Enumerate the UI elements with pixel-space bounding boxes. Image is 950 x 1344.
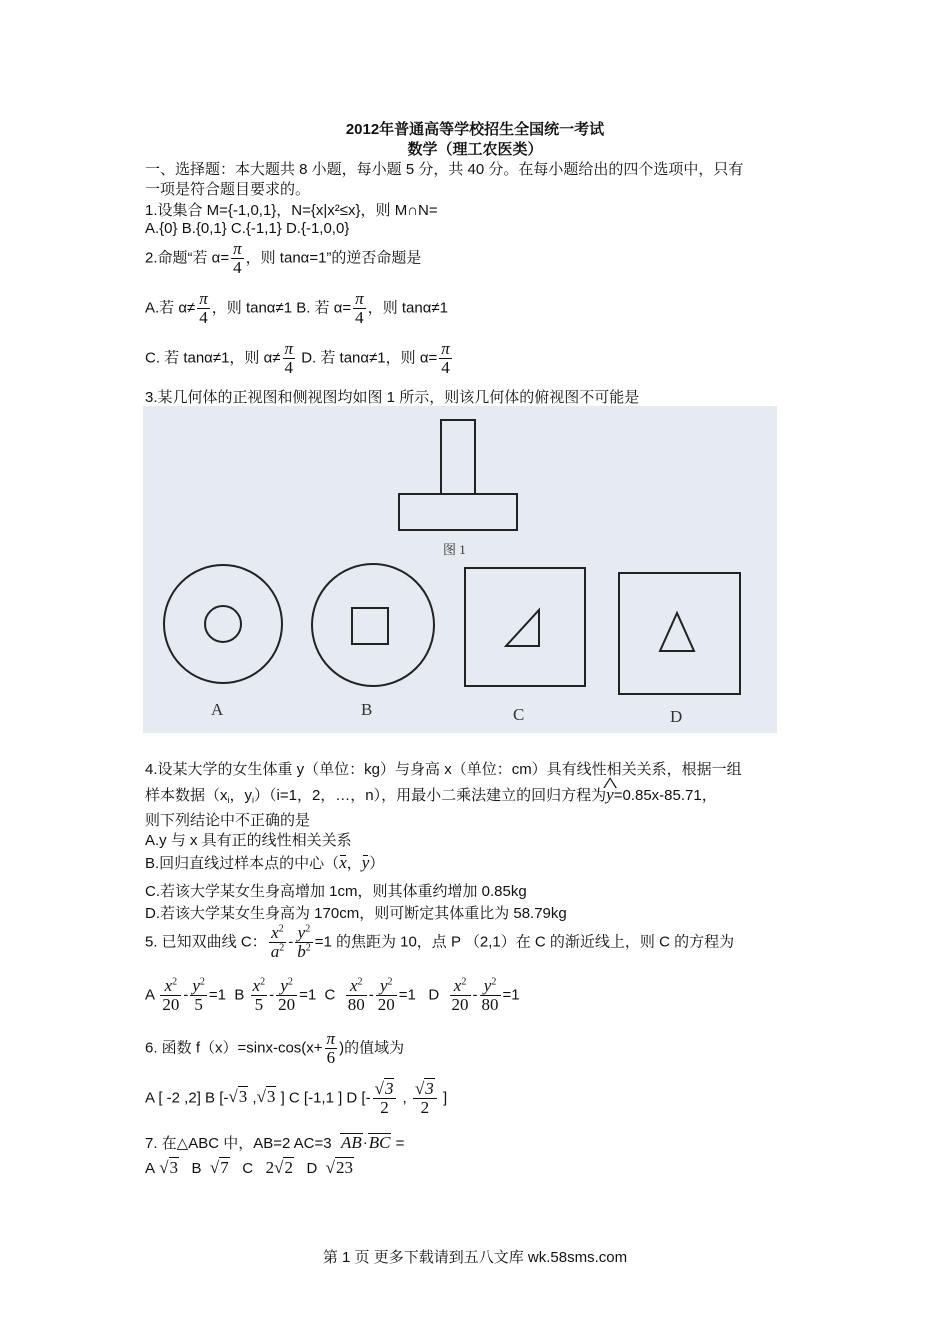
- q1-options: A.{0} B.{0,1} C.{-1,1} D.{-1,0,0}: [145, 220, 350, 237]
- q5-options: A $\frac{x^2}{20}$ - $\frac{y^2}{5}$ =1 B $\frac{x^2}{5}$ - $\frac{y^2}{20}$ =1 C $\frac{x^2}{80}$ - $\frac{y^2}{20}$ =1 D $\frac{x^2}{20}$ - $\frac{y^2}{80}$ =1: [145, 976, 520, 1014]
- q3-stem: 3.某几何体的正视图和侧视图均如图 1 所示，则该几何体的俯视图不可能是: [145, 389, 640, 406]
- option-d-label: D: [670, 707, 683, 726]
- option-a-inner-circle: [205, 606, 241, 642]
- section-instructions-line1: 一、选择题：本大题共 8 小题，每小题 5 分，共 40 分。在每小题给出的四个选项中，只有: [145, 161, 744, 178]
- front-view-lower-block: [399, 494, 517, 530]
- section-instructions-line2: 一项是符合题目要求的。: [145, 181, 311, 198]
- fraction-pi-over-4: $\frac{\pi}{4}$: [233, 239, 242, 277]
- q3-figure: [143, 406, 777, 733]
- q4-line2: 样本数据（$x_i$，$y_i)(i=1$，2，…，n），用最小二乘法建立的回归方程为^ y=0.85x-85.71，: [145, 784, 717, 805]
- option-c-outer-square: [465, 568, 585, 686]
- page-title: 2012年普通高等学校招生全国统一考试: [345, 121, 605, 138]
- page-footer: 第 1 页 更多下载请到五八文库 wk.58sms.com: [322, 1249, 628, 1266]
- option-b-label: B: [361, 700, 373, 719]
- q4-line1: 4.设某大学的女生体重 y（单位：kg）与身高 x（单位：cm）具有线性相关关系，根据一组: [145, 761, 742, 778]
- option-b-outer-circle: [312, 564, 434, 686]
- q7-options: A √3 B √7 C 2√2 D √23: [145, 1158, 354, 1177]
- q5-stem: 5. 已知双曲线 C： $\frac{x^2}{a^2}$ - $\frac{y^2}{b^2}$ =1 的焦距为 10，点 P （2,1）在 C 的渐近线上，则 C 的方程为: [145, 923, 735, 961]
- q4-option-c: C.若该大学某女生身高增加 1cm，则其体重约增加 0.85kg: [145, 883, 527, 900]
- figure-caption: 图 1: [443, 542, 466, 557]
- option-d-outer-square: [619, 573, 740, 694]
- y-hat-symbol: ^ y: [606, 785, 614, 805]
- option-b-inner-square: [352, 608, 388, 644]
- q4-option-d: D.若该大学某女生身高为 170cm，则可断定其体重比为 58.79kg: [145, 905, 567, 922]
- q7-stem: 7. 在△ABC 中，AB=2 AC=3 AB·BC =: [145, 1133, 405, 1152]
- option-c-right-triangle: [506, 610, 539, 646]
- q2-options-cd: C. 若 tanα≠1，则 α≠ $\frac{\pi}{4}$ D. 若 tanα≠1，则 α= $\frac{\pi}{4}$: [145, 339, 450, 377]
- option-a-outer-circle: [164, 565, 282, 683]
- page-subtitle: 数学（理工农医类）: [407, 141, 543, 158]
- option-d-triangle: [660, 613, 694, 651]
- q4-option-a: A.y 与 x 具有正的线性相关关系: [145, 832, 352, 849]
- q4-line3: 则下列结论中不正确的是: [145, 812, 311, 829]
- q6-options: A [ -2 ,2] B [-√3 ,√3 ] C [-1,1 ] D [- $\frac{√3}{2}$ , $\frac{√3}{2}$ ]: [145, 1079, 448, 1117]
- q4-option-b: B.回归直线过样本点的中心（x，y）: [145, 853, 385, 872]
- q2-stem: 2.命题“若 α= $\frac{\pi}{4}$ ，则 tanα=1”的逆否命题是: [145, 239, 422, 277]
- q1-stem: 1.设集合 M={-1,0,1}，N={x|x²≤x}，则 M∩N=: [145, 202, 438, 219]
- option-c-label: C: [513, 705, 525, 724]
- option-a-label: A: [211, 700, 224, 719]
- front-view-upper-block: [441, 420, 475, 494]
- q6-stem: 6. 函数 f（x）=sinx-cos(x+ $\frac{\pi}{6}$ )的值域为: [145, 1029, 405, 1067]
- q2-options-ab: A.若 α≠ $\frac{\pi}{4}$ ，则 tanα≠1 B. 若 α= $\frac{\pi}{4}$ ，则 tanα≠1: [145, 289, 448, 327]
